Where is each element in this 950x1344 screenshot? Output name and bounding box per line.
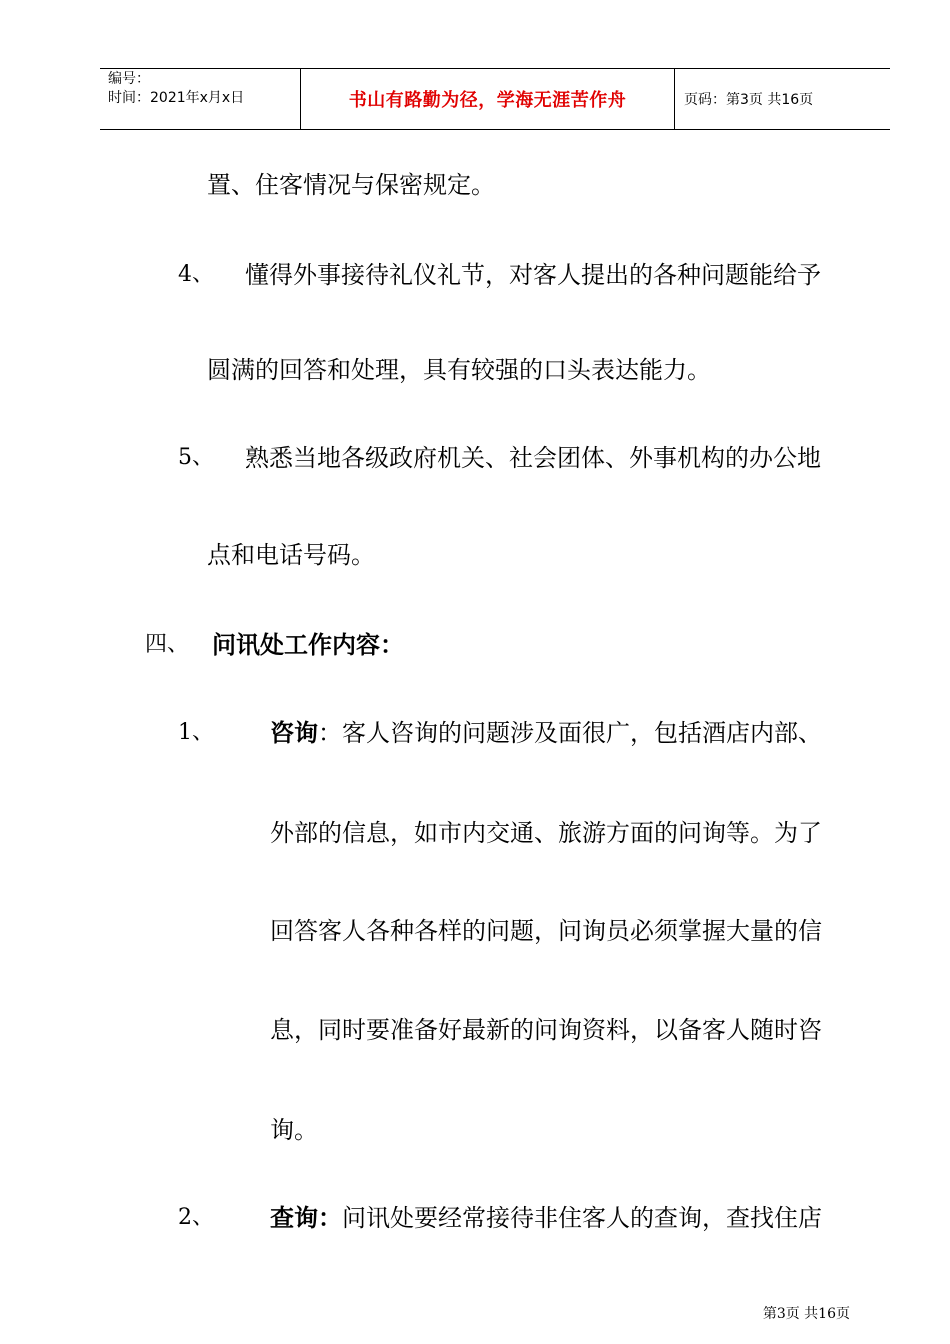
header-left-cell (100, 69, 301, 129)
sub-2-line-1 (270, 1203, 822, 1233)
item-5-line-2: 点和电话号码。 (207, 541, 375, 569)
item-5-number: 5、 (178, 445, 214, 470)
header-middle-cell (301, 69, 675, 129)
time-label: 时间：2021年x月x日 (108, 90, 245, 106)
section-4-number: 四、 (145, 632, 190, 657)
sub-2-number: 2、 (178, 1205, 214, 1230)
serial-label: 编号： (108, 71, 150, 87)
sub-1-term: 咨询 (270, 718, 318, 747)
sub-1-line-2: 外部的信息，如市内交通、旅游方面的问询等。为了 (270, 819, 822, 847)
header-right-cell (675, 69, 890, 129)
continued-line: 置、住客情况与保密规定。 (207, 171, 495, 199)
item-5-line-1: 熟悉当地各级政府机关、社会团体、外事机构的办公地 (245, 444, 821, 472)
page-footer: 第3页 共16页 (762, 1306, 850, 1322)
sub-2-rest: 问讯处要经常接待非住客人的查询，查找住店 (342, 1204, 822, 1232)
sub-1-line-3: 回答客人各种各样的问题，问询员必须掌握大量的信 (270, 917, 822, 945)
item-4-line-2: 圆满的回答和处理，具有较强的口头表达能力。 (207, 356, 711, 384)
item-4-line-1: 懂得外事接待礼仪礼节，对客人提出的各种问题能给予 (245, 261, 821, 289)
header-page-info: 页码：第3页 共16页 (684, 92, 814, 108)
sub-1-line-1 (270, 718, 822, 748)
header-motto: 书山有路勤为径，学海无涯苦作舟 (348, 90, 627, 111)
sub-1-number: 1、 (178, 720, 214, 745)
sub-1-line-5: 询。 (270, 1116, 318, 1144)
item-4-number: 4、 (178, 262, 214, 287)
sub-2-term: 查询： (270, 1203, 342, 1232)
sub-1-rest: ：客人咨询的问题涉及面很广，包括酒店内部、 (318, 719, 822, 747)
page-header (100, 68, 890, 130)
section-4-title: 问讯处工作内容： (212, 630, 404, 659)
sub-1-line-4: 息，同时要准备好最新的问询资料，以备客人随时咨 (270, 1016, 822, 1044)
